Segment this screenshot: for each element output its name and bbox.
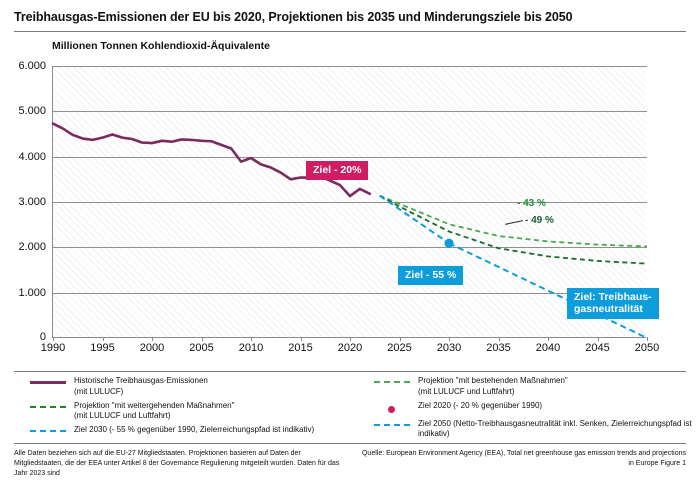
y-tick-2000: 2.000	[18, 241, 46, 254]
x-tick-2050: 2050	[634, 342, 660, 354]
annotation-neutral-line2: gasneutralität	[574, 303, 643, 316]
legend-swatch-dashed-line	[374, 424, 410, 429]
y-tick-4000: 4.000	[18, 150, 46, 163]
y-tick-0: 0	[39, 331, 46, 343]
legend-item-target-2050	[374, 419, 700, 441]
footnote-left: Alle Daten beziehen sich auf die EU-27 Mitgliedstaaten. Projektionen basieren auf Daten der Mitgliedstaaten, die der EEA unter Artikel 8 der Governance Regulierung mitgeteilt wurden. Daten für das Jahr 2023 sind	[14, 450, 340, 478]
legend-swatch-dashed-line	[374, 381, 410, 386]
plot-canvas	[18, 60, 660, 354]
legend	[14, 376, 692, 440]
annotation-treibhausgasneutralitaet	[567, 288, 659, 319]
legend-column-right	[374, 376, 700, 443]
legend-column-left	[30, 376, 360, 443]
legend-divider-bottom	[14, 443, 686, 444]
x-tick-2025: 2025	[387, 342, 412, 354]
legend-label: Ziel 2020 (- 20 % gegenüber 1990)	[418, 400, 543, 410]
legend-item-target-2020	[374, 401, 700, 416]
footnote-right: Quelle: European Environment Agency (EEA), Total net greenhouse gas emission trends and projections in Europe Figure 1	[361, 450, 686, 468]
legend-item-projection-additional	[30, 401, 360, 423]
series-projection-additional	[380, 196, 647, 264]
legend-swatch-solid-line	[30, 381, 66, 384]
legend-label: Ziel 2030 (- 55 % gegenüber 1990, Zielerreichungspfad ist indikativ)	[74, 425, 315, 435]
annotation-neutral-line1: Ziel: Treibhaus-	[574, 291, 652, 303]
legend-divider-top	[14, 371, 686, 372]
legend-swatch-dashed-line	[30, 430, 66, 435]
legend-label: Projektion "mit bestehenden Maßnahmen"	[418, 376, 568, 385]
y-tick-1000: 1.000	[18, 286, 46, 299]
legend-label: Historische Treibhausgas-Emissionen	[74, 376, 208, 385]
series-layer	[53, 66, 647, 338]
legend-item-projection-existing	[374, 376, 700, 398]
x-tick-2020: 2020	[337, 342, 363, 354]
x-tick-2040: 2040	[535, 342, 561, 354]
x-tick-2045: 2045	[585, 342, 610, 354]
x-tick-1995: 1995	[90, 342, 115, 354]
y-tick-5000: 5.000	[18, 105, 46, 118]
x-tick-2030: 2030	[436, 342, 462, 354]
x-tick-2010: 2010	[238, 342, 264, 354]
annotation-minus-43: - 43 %	[517, 198, 546, 209]
legend-label: Projektion "mit weitergehenden Maßnahmen"	[74, 400, 235, 410]
legend-item-target-2030	[30, 425, 360, 440]
y-tick-3000: 3.000	[18, 196, 46, 208]
x-tick-2015: 2015	[288, 342, 313, 354]
x-tick-2005: 2005	[189, 342, 214, 354]
title-divider	[14, 31, 686, 32]
annotation-ziel-20: Ziel - 20%	[306, 161, 368, 180]
x-tickmark-2050	[647, 337, 648, 341]
legend-sublabel: (mit LULUCF)	[74, 386, 124, 396]
legend-sublabel: (mit LULUCF und Luftfahrt)	[418, 386, 515, 396]
legend-label: Ziel 2050 (Netto-Treibhausgasneutralität inkl. Senken, Zielerreichungspfad ist indikativ)	[418, 418, 692, 439]
x-tick-2000: 2000	[139, 342, 165, 354]
annotation-minus-49: - 49 %	[525, 215, 554, 226]
plot-area	[18, 60, 660, 354]
x-tick-1990: 1990	[40, 342, 66, 354]
series-historical	[53, 124, 370, 197]
y-tick-6000: 6.000	[18, 60, 46, 72]
chart-subtitle: Millionen Tonnen Kohlendioxid-Äquivalente	[52, 40, 270, 52]
legend-sublabel: (mit LULUCF und Luftfahrt)	[74, 411, 171, 421]
legend-swatch-dot-marker	[374, 406, 410, 409]
page-title: Treibhausgas-Emissionen der EU bis 2020, Projektionen bis 2035 und Minderungsziele bis 2050	[14, 10, 573, 24]
legend-swatch-dashed-line	[30, 406, 66, 411]
x-tick-2035: 2035	[486, 342, 511, 354]
point-ziel-2030	[444, 239, 453, 248]
annotation-ziel-55: Ziel - 55 %	[398, 266, 463, 285]
legend-item-historical	[30, 376, 360, 398]
